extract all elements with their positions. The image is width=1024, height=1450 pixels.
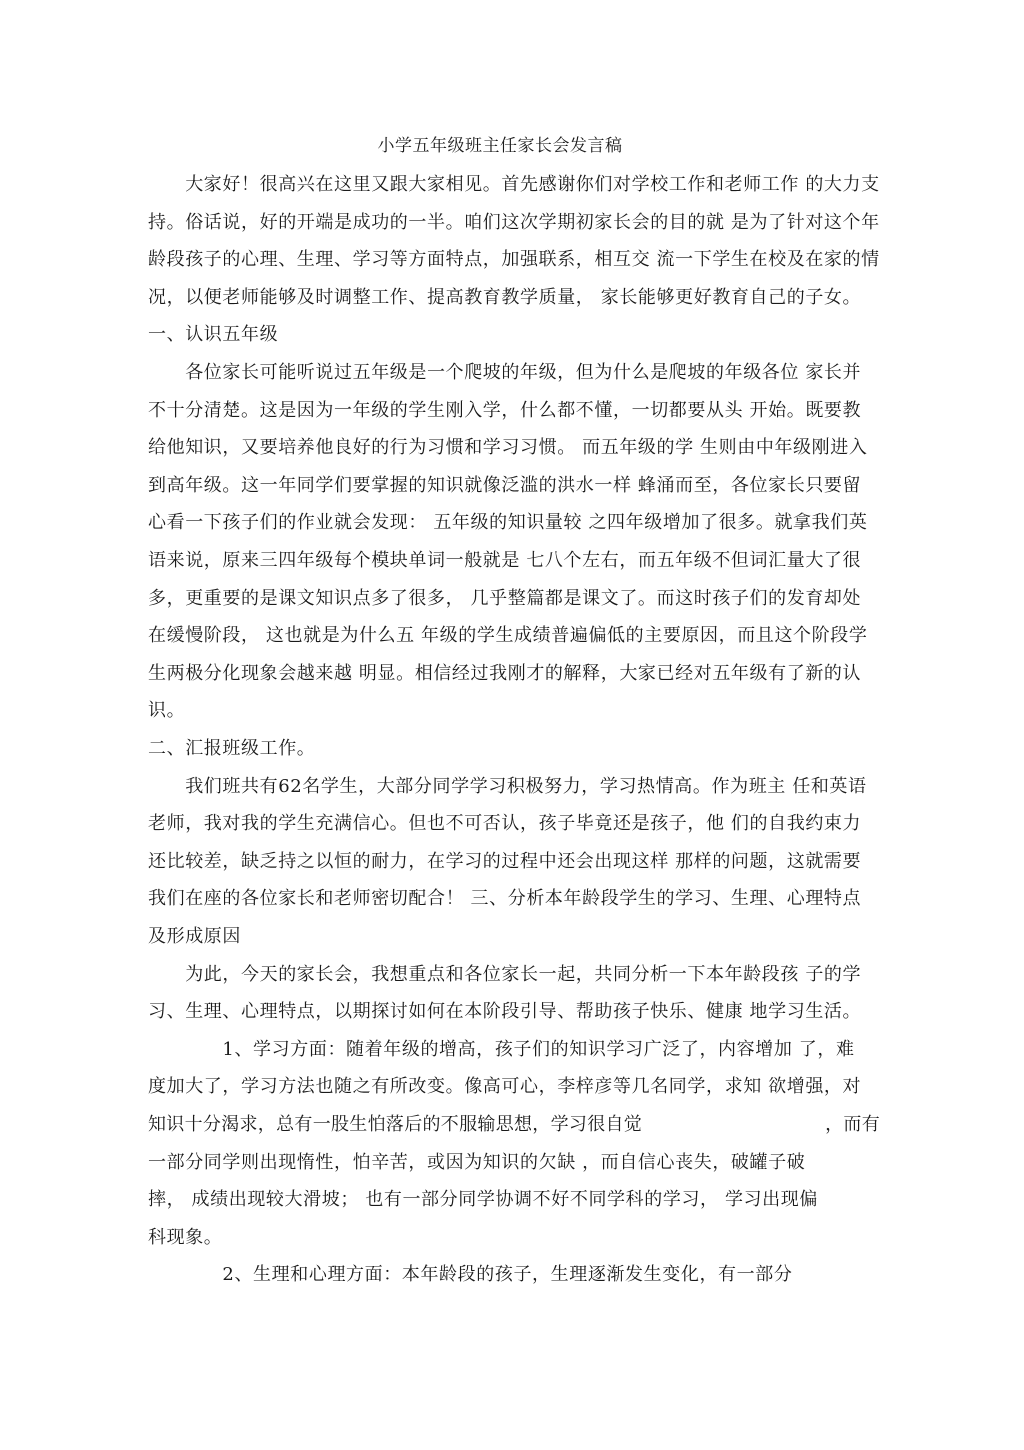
paragraph-line: 度加大了，学习方法也随之有所改变。像高可心，李梓彦等几名同学，求知 欲增强，对 <box>148 1076 862 1097</box>
paragraph-line: 一部分同学则出现惰性，怕辛苦，或因为知识的欠缺 ，而自信心丧失，破罐子破 <box>148 1152 806 1173</box>
paragraph-line: 各位家长可能听说过五年级是一个爬坡的年级，但为什么是爬坡的年级各位 家长并 <box>148 362 862 383</box>
paragraph-line: 况，以便老师能够及时调整工作、提高教育教学质量， 家长能够更好教育自己的子女。 <box>148 287 862 308</box>
paragraph-line: 多，更重要的是课文知识点多了很多， 几乎整篇都是课文了。而这时孩子们的发育却处 <box>148 588 862 609</box>
paragraph-line: 在缓慢阶段， 这也就是为什么五 年级的学生成绩普遍偏低的主要原因，而且这个阶段学 <box>148 625 868 646</box>
paragraph-line: 习、生理、心理特点，以期探讨如何在本阶段引导、帮助孩子快乐、健康 地学习生活。 <box>148 1001 862 1022</box>
paragraph-line: 还比较差，缺乏持之以恒的耐力，在学习的过程中还会出现这样 那样的问题，这就需要 <box>148 851 862 872</box>
paragraph-line: 大家好！很高兴在这里又跟大家相见。首先感谢你们对学校工作和老师工作 的大力支 <box>148 174 880 195</box>
paragraph-line: 语来说，原来三四年级每个模块单词一般就是 七八个左右，而五年级不但词汇量大了很 <box>148 550 862 571</box>
paragraph-line: 为此，今天的家长会，我想重点和各位家长一起，共同分析一下本年龄段孩 子的学 <box>148 964 862 985</box>
paragraph-line: 持。俗话说，好的开端是成功的一半。咱们这次学期初家长会的目的就 是为了针对这个年 <box>148 212 880 233</box>
paragraph-line: 识。 <box>148 700 186 721</box>
paragraph-line: 摔， 成绩出现较大滑坡； 也有一部分同学协调不好不同学科的学习， 学习出现偏 <box>148 1189 818 1210</box>
paragraph-line: 1、学习方面：随着年级的增高，孩子们的知识学习广泛了，内容增加 了，难 <box>148 1039 855 1060</box>
paragraph-line: 我们在座的各位家长和老师密切配合！ 三、分析本年龄段学生的学习、生理、心理特点 <box>148 888 862 909</box>
paragraph-line: 龄段孩子的心理、生理、学习等方面特点，加强联系，相互交 流一下学生在校及在家的情 <box>148 249 880 270</box>
paragraph-line: 我们班共有62名学生，大部分同学学习积极努力，学习热情高。作为班主 任和英语 <box>148 776 867 797</box>
paragraph-line: 二、汇报班级工作。 <box>148 738 316 759</box>
paragraph-line: 给他知识，又要培养他良好的行为习惯和学习习惯。 而五年级的学 生则由中年级刚进入 <box>148 437 868 458</box>
paragraph-line: 知识十分渴求，总有一股生怕落后的不服输思想，学习很自觉 ，而有 <box>148 1114 880 1135</box>
paragraph-line: 生两极分化现象会越来越 明显。相信经过我刚才的解释，大家已经对五年级有了新的认 <box>148 663 862 684</box>
paragraph-line: 2、生理和心理方面：本年龄段的孩子，生理逐渐发生变化，有一部分 <box>148 1264 793 1285</box>
document-title: 小学五年级班主任家长会发言稿 <box>377 136 623 156</box>
paragraph-line: 一、认识五年级 <box>148 324 279 345</box>
paragraph-line: 老师，我对我的学生充满信心。但也不可否认，孩子毕竟还是孩子，他 们的自我约束力 <box>148 813 862 834</box>
paragraph-line: 心看一下孩子们的作业就会发现： 五年级的知识量较 之四年级增加了很多。就拿我们英 <box>148 512 868 533</box>
paragraph-line: 及形成原因 <box>148 926 241 947</box>
paragraph-line: 科现象。 <box>148 1227 223 1248</box>
paragraph-line: 到高年级。这一年同学们要掌握的知识就像泛滥的洪水一样 蜂涌而至，各位家长只要留 <box>148 475 862 496</box>
paragraph-line: 不十分清楚。这是因为一年级的学生刚入学，什么都不懂，一切都要从头 开始。既要教 <box>148 400 862 421</box>
